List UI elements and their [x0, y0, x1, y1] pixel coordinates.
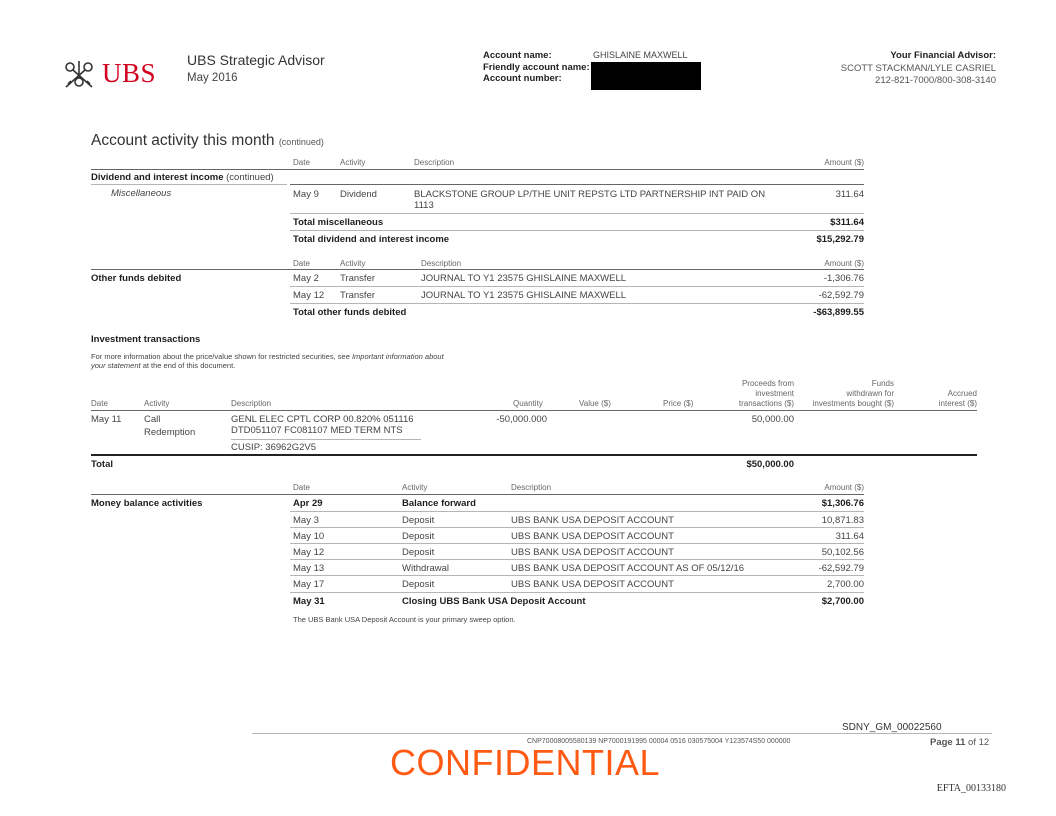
category-miscellaneous: Miscellaneous	[111, 188, 172, 199]
col-activity: Activity	[340, 158, 366, 167]
total-dividend-value: $15,292.79	[816, 234, 864, 245]
investment-row-cusip: CUSIP: 36962G2V5	[231, 442, 317, 453]
investment-row-quantity: -50,000.000	[496, 414, 547, 425]
money-row-desc: UBS BANK USA DEPOSIT ACCOUNT	[511, 515, 674, 526]
dividend-row-desc: BLACKSTONE GROUP LP/THE UNIT REPSTG LTD PARTNERSHIP INT PAID ON	[414, 189, 766, 200]
col-date: Date	[293, 259, 310, 268]
divider	[290, 527, 864, 528]
investment-note-pre: For more information about the price/value shown for restricted securities, see	[91, 352, 352, 361]
divider	[231, 439, 421, 440]
divider	[290, 184, 864, 185]
investment-total-label: Total	[91, 459, 113, 470]
money-row-desc: UBS BANK USA DEPOSIT ACCOUNT	[511, 579, 674, 590]
investment-row-desc-2: DTD051107 FC081107 MED TERM NTS	[231, 425, 403, 436]
col-value: Value ($)	[579, 399, 611, 408]
sdny-stamp: SDNY_GM_00022560	[842, 722, 942, 733]
money-row-activity: Deposit	[402, 515, 435, 526]
divider	[91, 269, 864, 270]
divider	[91, 494, 864, 495]
investment-note	[91, 352, 551, 370]
money-note: The UBS Bank USA Deposit Account is your primary sweep option.	[293, 615, 516, 624]
cnp-code: CNP70008005580139 NP7000191995 00004 0516 030575004 Y123574S50 000000	[527, 738, 791, 745]
investment-row-proceeds: 50,000.00	[751, 414, 794, 425]
money-row-amount: 50,102.56	[821, 547, 864, 558]
col-funds-2: withdrawn for	[846, 389, 894, 398]
money-row-activity: Deposit	[402, 531, 435, 542]
col-funds-withdrawn	[813, 379, 894, 409]
advisor-phone: 212-821-7000/800-308-3140	[875, 75, 996, 86]
money-row-date: May 10	[293, 531, 325, 542]
page-of: of 12	[968, 737, 990, 748]
col-accrued-2: interest ($)	[938, 399, 977, 408]
divider	[290, 543, 864, 544]
other-funds-row-date: May 2	[293, 273, 319, 284]
col-date: Date	[91, 399, 108, 408]
col-funds-1: Funds	[871, 379, 894, 388]
col-accrued-interest	[939, 389, 977, 409]
money-row-date: May 12	[293, 547, 325, 558]
total-misc-value: $311.64	[830, 217, 864, 228]
col-description: Description	[231, 399, 272, 408]
col-price: Price ($)	[663, 399, 694, 408]
money-row-desc: UBS BANK USA DEPOSIT ACCOUNT	[511, 531, 674, 542]
other-funds-total-value: -$63,899.55	[813, 307, 864, 318]
statement-month: May 2016	[187, 72, 238, 84]
other-funds-heading: Other funds debited	[91, 273, 182, 284]
section-title-text: Account activity this month	[91, 132, 275, 149]
other-funds-row-activity: Transfer	[340, 290, 376, 301]
investment-row-activity: Call	[144, 414, 161, 425]
col-quantity: Quantity	[513, 399, 543, 408]
money-opening-amount: $1,306.76	[821, 498, 864, 509]
col-amount: Amount ($)	[824, 158, 864, 167]
col-activity: Activity	[144, 399, 170, 408]
money-row-amount: -62,592.79	[818, 563, 864, 574]
col-amount: Amount ($)	[824, 259, 864, 268]
money-row-date: May 3	[293, 515, 319, 526]
investment-row-date: May 11	[91, 414, 122, 425]
dividend-row-amount: 311.64	[835, 189, 864, 200]
money-row-activity: Deposit	[402, 579, 435, 590]
other-funds-row-desc: JOURNAL TO Y1 23575 GHISLAINE MAXWELL	[421, 273, 627, 284]
money-row-activity: Deposit	[402, 547, 435, 558]
other-funds-total-label: Total other funds debited	[293, 307, 407, 318]
investment-row-desc: GENL ELEC CPTL CORP 00.820% 051116	[231, 414, 414, 425]
money-row-activity: Withdrawal	[402, 563, 449, 574]
total-dividend-label: Total dividend and interest income	[293, 234, 450, 245]
col-proceeds-2: investment	[755, 389, 794, 398]
page-label: Page	[930, 737, 953, 748]
investment-note-italic: Important information about	[351, 352, 444, 361]
divider	[91, 184, 287, 185]
divider	[290, 575, 864, 576]
account-name-value: GHISLAINE MAXWELL	[593, 50, 688, 60]
dividend-heading	[91, 172, 274, 183]
friendly-name-label: Friendly account name:	[483, 61, 590, 73]
investment-note-post: at the end of this document.	[140, 361, 236, 370]
money-opening-date: Apr 29	[293, 498, 323, 509]
other-funds-row-date: May 12	[293, 290, 325, 301]
col-activity: Activity	[402, 483, 428, 492]
divider	[290, 559, 864, 560]
footer-divider	[252, 733, 992, 734]
money-row-amount: 311.64	[835, 531, 864, 542]
money-closing-amount: $2,700.00	[821, 596, 864, 607]
col-description: Description	[421, 259, 462, 268]
confidential-stamp: CONFIDENTIAL	[390, 742, 661, 783]
col-proceeds-3: transactions ($)	[738, 399, 794, 408]
divider	[91, 169, 864, 170]
other-funds-row-desc: JOURNAL TO Y1 23575 GHISLAINE MAXWELL	[421, 290, 627, 301]
money-closing-date: May 31	[293, 596, 325, 607]
divider	[290, 592, 864, 593]
money-row-amount: 2,700.00	[827, 579, 864, 590]
account-name-label: Account name:	[483, 50, 552, 61]
col-date: Date	[293, 483, 310, 492]
dividend-row-desc-2: 1113	[414, 200, 434, 211]
dividend-heading-cont: (continued)	[226, 172, 274, 183]
col-date: Date	[293, 158, 310, 167]
dividend-row-activity: Dividend	[340, 189, 377, 200]
col-proceeds	[739, 379, 794, 409]
col-description: Description	[414, 158, 455, 167]
money-opening-activity: Balance forward	[402, 498, 476, 509]
ubs-logo-text: UBS	[102, 58, 157, 88]
dividend-heading-text: Dividend and interest income	[91, 172, 224, 183]
divider	[290, 286, 864, 287]
col-description: Description	[511, 483, 552, 492]
bates-number: EFTA_00133180	[936, 783, 1006, 794]
money-closing-activity: Closing UBS Bank USA Deposit Account	[402, 596, 586, 607]
col-proceeds-1: Proceeds from	[741, 379, 794, 388]
section-continued: (continued)	[278, 137, 324, 147]
col-amount: Amount ($)	[824, 483, 864, 492]
other-funds-row-amount: -1,306.76	[823, 273, 864, 284]
divider	[290, 303, 864, 304]
divider	[91, 410, 977, 411]
redaction-box	[591, 62, 701, 90]
investment-note-italic-2: your statement	[91, 361, 141, 370]
investment-heading: Investment transactions	[91, 334, 201, 345]
investment-row-activity-2: Redemption	[144, 427, 196, 438]
dividend-row-date: May 9	[293, 189, 319, 200]
money-row-date: May 13	[293, 563, 325, 574]
money-row-desc: UBS BANK USA DEPOSIT ACCOUNT	[511, 547, 674, 558]
ubs-logo	[62, 58, 156, 89]
financial-advisor	[841, 50, 996, 88]
col-funds-3: investments bought ($)	[812, 399, 894, 408]
col-accrued-1: Accrued	[947, 389, 977, 398]
other-funds-row-activity: Transfer	[340, 273, 376, 284]
total-misc-label: Total miscellaneous	[293, 217, 384, 228]
account-number-label: Account number:	[483, 73, 562, 84]
advisor-names: SCOTT STACKMAN/LYLE CASRIEL	[840, 62, 996, 74]
divider	[290, 511, 864, 512]
advisor-heading: Your Financial Advisor:	[890, 50, 996, 61]
page-num: 11	[955, 737, 966, 748]
section-title	[91, 132, 324, 150]
money-row-desc: UBS BANK USA DEPOSIT ACCOUNT AS OF 05/12/16	[511, 563, 745, 574]
other-funds-row-amount: -62,592.79	[818, 290, 864, 301]
ubs-keys-icon	[62, 59, 96, 89]
page-number	[930, 737, 989, 748]
col-activity: Activity	[340, 259, 366, 268]
investment-total-value: $50,000.00	[746, 459, 794, 470]
divider	[290, 230, 864, 231]
money-row-amount: 10,871.83	[821, 515, 864, 526]
money-row-date: May 17	[293, 579, 325, 590]
money-heading: Money balance activities	[91, 498, 203, 509]
divider	[290, 213, 864, 214]
divider	[91, 454, 977, 456]
product-title: UBS Strategic Advisor	[187, 52, 325, 68]
